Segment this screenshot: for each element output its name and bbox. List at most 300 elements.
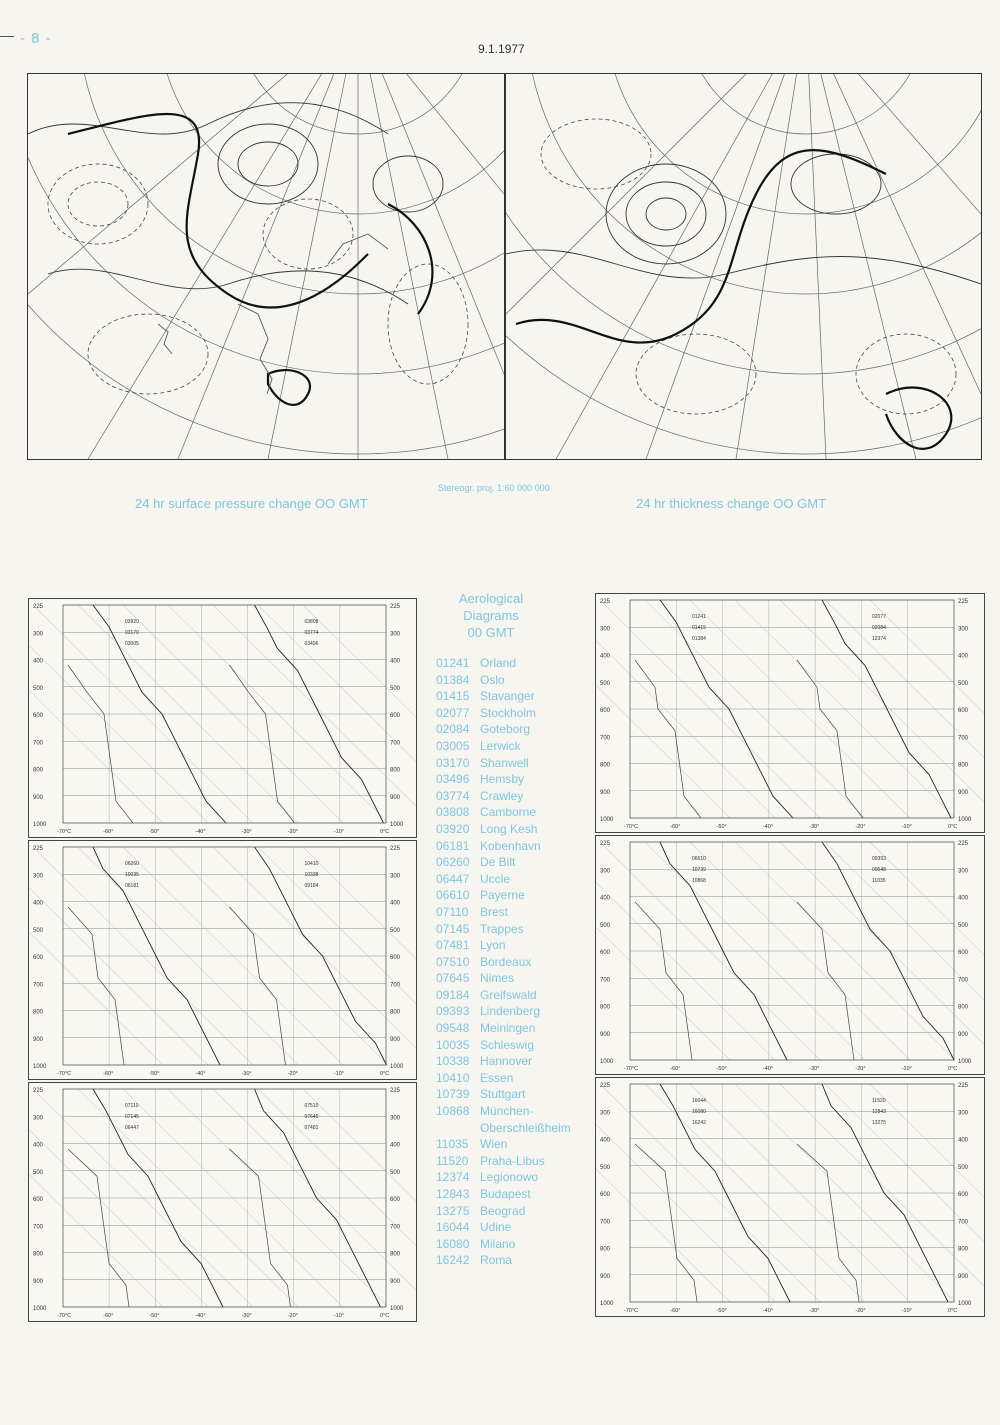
station-code-label: 07110 bbox=[125, 1103, 139, 1109]
station-code-label: 12374 bbox=[872, 636, 886, 642]
temperature-tick-label: 0°C bbox=[948, 1066, 958, 1072]
temperature-tick-label: -50° bbox=[716, 1308, 727, 1314]
temperature-tick-label: -60° bbox=[670, 1308, 681, 1314]
aerological-legend bbox=[436, 590, 596, 1269]
station-code-label: 07145 bbox=[125, 1114, 139, 1120]
station-code-label: 12843 bbox=[872, 1109, 886, 1115]
pressure-level-label: 600 bbox=[390, 955, 401, 961]
pressure-level-label: 500 bbox=[33, 685, 44, 692]
station-code-label: 07510 bbox=[304, 1103, 319, 1109]
station-row bbox=[436, 1136, 596, 1153]
temperature-tick-label: -60° bbox=[670, 1066, 681, 1072]
pressure-level-label: 1000 bbox=[600, 817, 614, 823]
station-row bbox=[436, 871, 596, 888]
pressure-level-label: 225 bbox=[958, 599, 969, 605]
temperature-tick-label: -10° bbox=[901, 1308, 912, 1314]
station-code: 07110 bbox=[436, 904, 469, 919]
pressure-level-label: 400 bbox=[390, 658, 401, 665]
surface-pressure-change-map bbox=[27, 73, 505, 460]
projection-caption: Stereogr. proj. 1:60 000 000 bbox=[438, 483, 550, 493]
station-code-label: 16242 bbox=[692, 1120, 706, 1126]
pressure-level-label: 1000 bbox=[958, 1059, 972, 1065]
pressure-level-label: 300 bbox=[958, 1110, 969, 1117]
pressure-level-label: 800 bbox=[600, 762, 611, 769]
temperature-tick-label: -10° bbox=[333, 1313, 345, 1319]
temperature-tick-label: -60° bbox=[103, 829, 114, 835]
temperature-tick-label: -40° bbox=[195, 1071, 206, 1077]
station-name: Beograd bbox=[480, 1203, 526, 1218]
temperature-tick-label: -20° bbox=[287, 1071, 298, 1077]
legend-title-line: Aerological bbox=[458, 591, 524, 606]
station-list bbox=[436, 655, 596, 1269]
station-code: 02077 bbox=[436, 705, 470, 720]
station-row bbox=[436, 655, 596, 672]
page-number: - 8 - bbox=[20, 30, 52, 47]
legend-title-line: 00 GMT bbox=[467, 625, 515, 640]
station-code: 11520 bbox=[436, 1153, 469, 1168]
temperature-tick-label: -20° bbox=[287, 1313, 298, 1319]
pressure-level-label: 600 bbox=[958, 708, 969, 714]
pressure-level-label: 600 bbox=[958, 1192, 969, 1198]
pressure-level-label: 700 bbox=[600, 977, 611, 984]
station-code-label: 10739 bbox=[692, 867, 706, 873]
temperature-tick-label: -20° bbox=[287, 829, 298, 835]
pressure-level-label: 225 bbox=[390, 846, 401, 852]
pressure-level-label: 900 bbox=[958, 1273, 969, 1280]
station-row bbox=[436, 788, 596, 805]
pressure-level-label: 700 bbox=[600, 735, 611, 742]
pressure-level-label: 600 bbox=[33, 1197, 44, 1203]
station-row bbox=[436, 738, 596, 755]
station-row bbox=[436, 1186, 596, 1203]
pressure-level-label: 600 bbox=[600, 708, 611, 714]
pressure-level-label: 700 bbox=[33, 740, 44, 747]
pressure-level-label: 1000 bbox=[600, 1059, 614, 1065]
station-code-label: 10868 bbox=[692, 878, 706, 884]
station-name: De Bilt bbox=[480, 855, 516, 870]
pressure-level-label: 700 bbox=[958, 977, 969, 984]
station-name: Nimes bbox=[480, 971, 515, 986]
station-code: 10338 bbox=[436, 1054, 470, 1069]
temperature-tick-label: -30° bbox=[809, 1066, 820, 1072]
pressure-level-label: 1000 bbox=[390, 1306, 404, 1312]
station-code: 02084 bbox=[436, 722, 470, 737]
station-code: 01415 bbox=[436, 689, 470, 704]
station-name: Lindenberg bbox=[480, 1004, 541, 1019]
pressure-level-label: 900 bbox=[958, 789, 969, 796]
pressure-level-label: 400 bbox=[600, 1137, 611, 1144]
pressure-level-label: 400 bbox=[33, 900, 44, 907]
station-code-label: 06447 bbox=[125, 1125, 139, 1131]
pressure-level-label: 900 bbox=[958, 1031, 969, 1038]
temperature-tick-label: 0°C bbox=[380, 1313, 390, 1319]
station-name: Bordeaux bbox=[480, 954, 532, 969]
station-name: Lerwick bbox=[480, 738, 521, 753]
station-name: Legionowo bbox=[480, 1170, 539, 1185]
station-code-label: 09548 bbox=[872, 867, 886, 873]
pressure-level-label: 225 bbox=[390, 1088, 401, 1094]
pressure-level-label: 1000 bbox=[33, 1064, 47, 1070]
pressure-level-label: 700 bbox=[33, 982, 44, 989]
pressure-level-label: 500 bbox=[33, 927, 44, 934]
temperature-tick-label: -30° bbox=[241, 829, 252, 835]
temperature-tick-label: -20° bbox=[855, 824, 866, 830]
station-row bbox=[436, 771, 596, 788]
station-row bbox=[436, 1086, 596, 1103]
temperature-tick-label: -30° bbox=[241, 1313, 252, 1319]
pressure-level-label: 400 bbox=[390, 900, 401, 907]
station-code: 10868 bbox=[436, 1104, 470, 1119]
station-code: 11035 bbox=[436, 1137, 469, 1152]
station-name: Shanwell bbox=[480, 755, 529, 770]
pressure-level-label: 700 bbox=[600, 1219, 611, 1226]
pressure-level-label: 600 bbox=[33, 713, 44, 719]
station-name: Meiningen bbox=[480, 1021, 536, 1036]
temperature-tick-label: -40° bbox=[762, 1308, 774, 1314]
station-code: 10410 bbox=[436, 1070, 470, 1085]
station-code: 12843 bbox=[436, 1187, 470, 1201]
pressure-level-label: 600 bbox=[600, 1192, 611, 1198]
pressure-level-label: 225 bbox=[600, 599, 611, 605]
station-code: 07645 bbox=[436, 971, 470, 986]
station-row bbox=[436, 970, 596, 987]
station-row bbox=[436, 1003, 596, 1020]
pressure-level-label: 300 bbox=[958, 868, 969, 875]
station-code: 03808 bbox=[436, 805, 470, 820]
station-row bbox=[436, 705, 596, 722]
station-code-label: 03170 bbox=[125, 630, 139, 636]
station-code: 16242 bbox=[436, 1253, 470, 1268]
pressure-level-label: 225 bbox=[958, 841, 969, 847]
pressure-level-label: 400 bbox=[958, 653, 969, 660]
station-name: Oberschleißheim bbox=[480, 1120, 571, 1135]
pressure-level-label: 1000 bbox=[958, 1301, 972, 1307]
station-code: 09548 bbox=[436, 1021, 470, 1036]
station-row bbox=[436, 987, 596, 1004]
station-code: 10739 bbox=[436, 1087, 470, 1102]
temperature-tick-label: -50° bbox=[149, 1071, 160, 1077]
temperature-tick-label: 0°C bbox=[948, 824, 958, 830]
station-name: Praha-Libus bbox=[480, 1153, 545, 1168]
pressure-level-label: 500 bbox=[958, 1164, 969, 1171]
station-code: 06610 bbox=[436, 888, 470, 903]
pressure-level-label: 900 bbox=[390, 794, 401, 801]
station-row bbox=[436, 688, 596, 705]
pressure-level-label: 800 bbox=[390, 767, 401, 774]
station-code: 13275 bbox=[436, 1203, 470, 1218]
station-code-label: 01384 bbox=[692, 636, 706, 642]
temperature-tick-label: -20° bbox=[855, 1066, 866, 1072]
thickness-map-graphic bbox=[506, 74, 981, 459]
station-name: München- bbox=[480, 1104, 534, 1119]
pressure-level-label: 400 bbox=[33, 1142, 44, 1149]
pressure-level-label: 700 bbox=[390, 740, 401, 747]
pressure-level-label: 600 bbox=[390, 1197, 401, 1203]
station-code-label: 06181 bbox=[125, 883, 139, 889]
pressure-level-label: 1000 bbox=[958, 817, 972, 823]
pressure-level-label: 500 bbox=[390, 685, 401, 692]
station-name: Stockholm bbox=[480, 705, 537, 720]
station-row bbox=[436, 1070, 596, 1087]
station-code-label: 10338 bbox=[304, 872, 319, 878]
pressure-level-label: 300 bbox=[600, 868, 611, 875]
pressure-level-label: 600 bbox=[33, 955, 44, 961]
temperature-tick-label: -30° bbox=[241, 1071, 252, 1077]
station-row bbox=[436, 755, 596, 772]
station-code-label: 07481 bbox=[304, 1125, 319, 1131]
station-row bbox=[436, 1053, 596, 1070]
pressure-level-label: 400 bbox=[958, 1137, 969, 1144]
station-code: 09393 bbox=[436, 1004, 470, 1019]
pressure-level-label: 225 bbox=[33, 846, 44, 852]
pressure-level-label: 800 bbox=[33, 1251, 44, 1258]
pressure-level-label: 800 bbox=[33, 1009, 44, 1016]
pressure-level-label: 300 bbox=[600, 1110, 611, 1117]
pressure-level-label: 900 bbox=[33, 1036, 44, 1043]
pressure-level-label: 300 bbox=[390, 631, 401, 638]
aerological-diagram bbox=[28, 840, 417, 1080]
temperature-tick-label: -10° bbox=[333, 1071, 345, 1077]
temperature-tick-label: -40° bbox=[195, 1313, 206, 1319]
station-row bbox=[436, 1236, 596, 1253]
temperature-tick-label: -50° bbox=[149, 829, 160, 835]
station-name: Oslo bbox=[480, 672, 505, 687]
station-name: Udine bbox=[480, 1220, 512, 1235]
station-name: Goteborg bbox=[480, 722, 531, 737]
station-code-label: 06610 bbox=[692, 856, 706, 862]
pressure-level-label: 400 bbox=[390, 1142, 401, 1149]
corner-mark bbox=[0, 36, 14, 37]
legend-title bbox=[436, 590, 546, 641]
pressure-level-label: 600 bbox=[958, 950, 969, 956]
pressure-level-label: 300 bbox=[33, 631, 44, 638]
temperature-tick-label: -60° bbox=[103, 1071, 114, 1077]
temperature-tick-label: -70°C bbox=[624, 1308, 639, 1314]
station-row bbox=[436, 1120, 596, 1137]
station-name: Camborne bbox=[480, 805, 537, 820]
station-code: 03496 bbox=[436, 772, 470, 787]
station-name: Hannover bbox=[480, 1054, 533, 1069]
station-row bbox=[436, 854, 596, 871]
station-code: 03170 bbox=[436, 755, 470, 770]
temperature-tick-label: -70°C bbox=[624, 1066, 639, 1072]
station-row bbox=[436, 1153, 596, 1170]
pressure-level-label: 800 bbox=[600, 1246, 611, 1253]
station-name: Wien bbox=[480, 1137, 508, 1152]
station-row bbox=[436, 937, 596, 954]
page-date: 9.1.1977 bbox=[478, 42, 525, 56]
pressure-level-label: 700 bbox=[390, 1224, 401, 1231]
station-code-label: 13275 bbox=[872, 1120, 886, 1126]
station-name: Milano bbox=[480, 1236, 516, 1251]
station-name: Greifswald bbox=[480, 987, 537, 1002]
pressure-level-label: 800 bbox=[958, 762, 969, 769]
station-row bbox=[436, 672, 596, 689]
pressure-level-label: 300 bbox=[958, 626, 969, 633]
pressure-level-label: 800 bbox=[958, 1004, 969, 1011]
temperature-tick-label: 0°C bbox=[380, 1071, 390, 1077]
station-name: Stavanger bbox=[480, 689, 535, 704]
station-row bbox=[436, 1169, 596, 1186]
pressure-level-label: 400 bbox=[958, 895, 969, 902]
temperature-tick-label: 0°C bbox=[948, 1308, 958, 1314]
station-name: Stuttgart bbox=[480, 1087, 526, 1102]
pressure-level-label: 500 bbox=[33, 1169, 44, 1176]
station-code-label: 03774 bbox=[304, 630, 319, 636]
station-code: 01384 bbox=[436, 672, 470, 687]
temperature-tick-label: -10° bbox=[333, 829, 345, 835]
right-map-caption: 24 hr thickness change OO GMT bbox=[636, 496, 827, 511]
station-code-label: 03496 bbox=[304, 641, 319, 647]
station-row bbox=[436, 887, 596, 904]
pressure-level-label: 900 bbox=[390, 1278, 401, 1285]
pressure-level-label: 800 bbox=[958, 1246, 969, 1253]
station-code: 01241 bbox=[436, 656, 470, 670]
pressure-level-label: 700 bbox=[958, 735, 969, 742]
pressure-level-label: 800 bbox=[600, 1004, 611, 1011]
station-name: Hemsby bbox=[480, 772, 525, 787]
aerological-diagram bbox=[595, 1077, 985, 1317]
pressure-level-label: 1000 bbox=[390, 1064, 404, 1070]
pressure-level-label: 1000 bbox=[600, 1301, 614, 1307]
station-code: 09184 bbox=[436, 987, 470, 1002]
station-code-label: 16044 bbox=[692, 1098, 706, 1104]
station-code-label: 03005 bbox=[125, 641, 139, 647]
legend-title-line: Diagrams bbox=[463, 608, 519, 623]
aerological-diagram bbox=[28, 1082, 417, 1322]
pressure-level-label: 400 bbox=[33, 658, 44, 665]
aerological-diagram bbox=[595, 835, 985, 1075]
pressure-level-label: 700 bbox=[958, 1219, 969, 1226]
station-row bbox=[436, 1103, 596, 1120]
temperature-tick-label: -40° bbox=[195, 829, 206, 835]
station-code-label: 03920 bbox=[125, 619, 139, 625]
temperature-tick-label: -10° bbox=[901, 1066, 912, 1072]
temperature-tick-label: -70°C bbox=[57, 829, 72, 835]
pressure-level-label: 1000 bbox=[33, 822, 47, 828]
station-code-label: 02077 bbox=[872, 614, 886, 620]
temperature-tick-label: -10° bbox=[901, 824, 912, 830]
pressure-level-label: 300 bbox=[33, 1115, 44, 1122]
pressure-level-label: 500 bbox=[600, 922, 611, 929]
station-row bbox=[436, 1252, 596, 1269]
station-name: Brest bbox=[480, 904, 509, 919]
station-code-label: 07645 bbox=[304, 1114, 319, 1120]
pressure-level-label: 1000 bbox=[33, 1306, 47, 1312]
station-code: 07145 bbox=[436, 921, 470, 936]
pressure-level-label: 500 bbox=[958, 922, 969, 929]
station-code-label: 02084 bbox=[872, 625, 886, 631]
station-code: 07481 bbox=[436, 938, 470, 953]
pressure-level-label: 400 bbox=[600, 653, 611, 660]
station-code: 06181 bbox=[436, 838, 470, 853]
pressure-level-label: 500 bbox=[390, 1169, 401, 1176]
pressure-level-label: 900 bbox=[600, 1031, 611, 1038]
station-code: 06260 bbox=[436, 855, 470, 870]
temperature-tick-label: -60° bbox=[103, 1313, 114, 1319]
pressure-level-label: 300 bbox=[600, 626, 611, 633]
pressure-level-label: 225 bbox=[958, 1083, 969, 1089]
pressure-level-label: 300 bbox=[390, 873, 401, 880]
left-map-caption: 24 hr surface pressure change OO GMT bbox=[135, 496, 368, 511]
temperature-tick-label: -70°C bbox=[57, 1071, 72, 1077]
station-code-label: 16080 bbox=[692, 1109, 706, 1115]
station-code-label: 10035 bbox=[125, 872, 139, 878]
station-name: Uccle bbox=[480, 871, 511, 886]
station-row bbox=[436, 1020, 596, 1037]
station-row bbox=[436, 1203, 596, 1220]
pressure-level-label: 225 bbox=[600, 841, 611, 847]
pressure-level-label: 500 bbox=[958, 680, 969, 687]
station-code-label: 10410 bbox=[304, 861, 319, 867]
pressure-level-label: 600 bbox=[390, 713, 401, 719]
temperature-tick-label: -50° bbox=[716, 1066, 727, 1072]
station-code: 16080 bbox=[436, 1236, 470, 1251]
temperature-tick-label: -40° bbox=[762, 824, 774, 830]
temperature-tick-label: -40° bbox=[762, 1066, 774, 1072]
station-code bbox=[436, 1120, 480, 1137]
pressure-level-label: 225 bbox=[33, 604, 44, 610]
station-row bbox=[436, 821, 596, 838]
temperature-tick-label: 0°C bbox=[380, 829, 390, 835]
station-row bbox=[436, 1037, 596, 1054]
station-code-label: 03808 bbox=[304, 619, 319, 625]
station-code: 03005 bbox=[436, 738, 470, 753]
station-row bbox=[436, 1219, 596, 1236]
pressure-level-label: 600 bbox=[600, 950, 611, 956]
station-name: Schleswig bbox=[480, 1037, 535, 1052]
pressure-level-label: 900 bbox=[600, 789, 611, 796]
aerological-diagram bbox=[28, 598, 417, 838]
pressure-level-label: 1000 bbox=[390, 822, 404, 828]
station-name: Essen bbox=[480, 1070, 514, 1085]
pressure-level-label: 900 bbox=[600, 1273, 611, 1280]
station-name: Long Kesh bbox=[480, 821, 538, 836]
pressure-level-label: 225 bbox=[390, 604, 401, 610]
station-row bbox=[436, 921, 596, 938]
temperature-tick-label: -20° bbox=[855, 1308, 866, 1314]
station-row bbox=[436, 804, 596, 821]
station-row bbox=[436, 904, 596, 921]
station-row bbox=[436, 954, 596, 971]
pressure-level-label: 300 bbox=[390, 1115, 401, 1122]
station-code: 10035 bbox=[436, 1037, 470, 1052]
pressure-level-label: 300 bbox=[33, 873, 44, 880]
temperature-tick-label: -30° bbox=[809, 1308, 820, 1314]
station-code-label: 01415 bbox=[692, 625, 706, 631]
station-code: 07510 bbox=[436, 954, 470, 969]
pressure-level-label: 800 bbox=[390, 1009, 401, 1016]
station-code-label: 11035 bbox=[872, 878, 886, 884]
station-name: Payerne bbox=[480, 888, 525, 903]
thickness-change-map bbox=[505, 73, 982, 460]
pressure-level-label: 900 bbox=[33, 794, 44, 801]
pressure-level-label: 400 bbox=[600, 895, 611, 902]
station-name: Budapest bbox=[480, 1187, 531, 1201]
pressure-level-label: 500 bbox=[390, 927, 401, 934]
station-code: 06447 bbox=[436, 871, 470, 886]
temperature-tick-label: -50° bbox=[149, 1313, 160, 1319]
pressure-map-graphic bbox=[28, 74, 504, 459]
pressure-level-label: 225 bbox=[33, 1088, 44, 1094]
station-name: Lyon bbox=[480, 938, 506, 953]
station-row bbox=[436, 721, 596, 738]
station-code-label: 11520 bbox=[872, 1098, 886, 1104]
pressure-level-label: 500 bbox=[600, 680, 611, 687]
pressure-level-label: 225 bbox=[600, 1083, 611, 1089]
station-name: Trappes bbox=[480, 921, 524, 936]
station-code-label: 09393 bbox=[872, 856, 886, 862]
